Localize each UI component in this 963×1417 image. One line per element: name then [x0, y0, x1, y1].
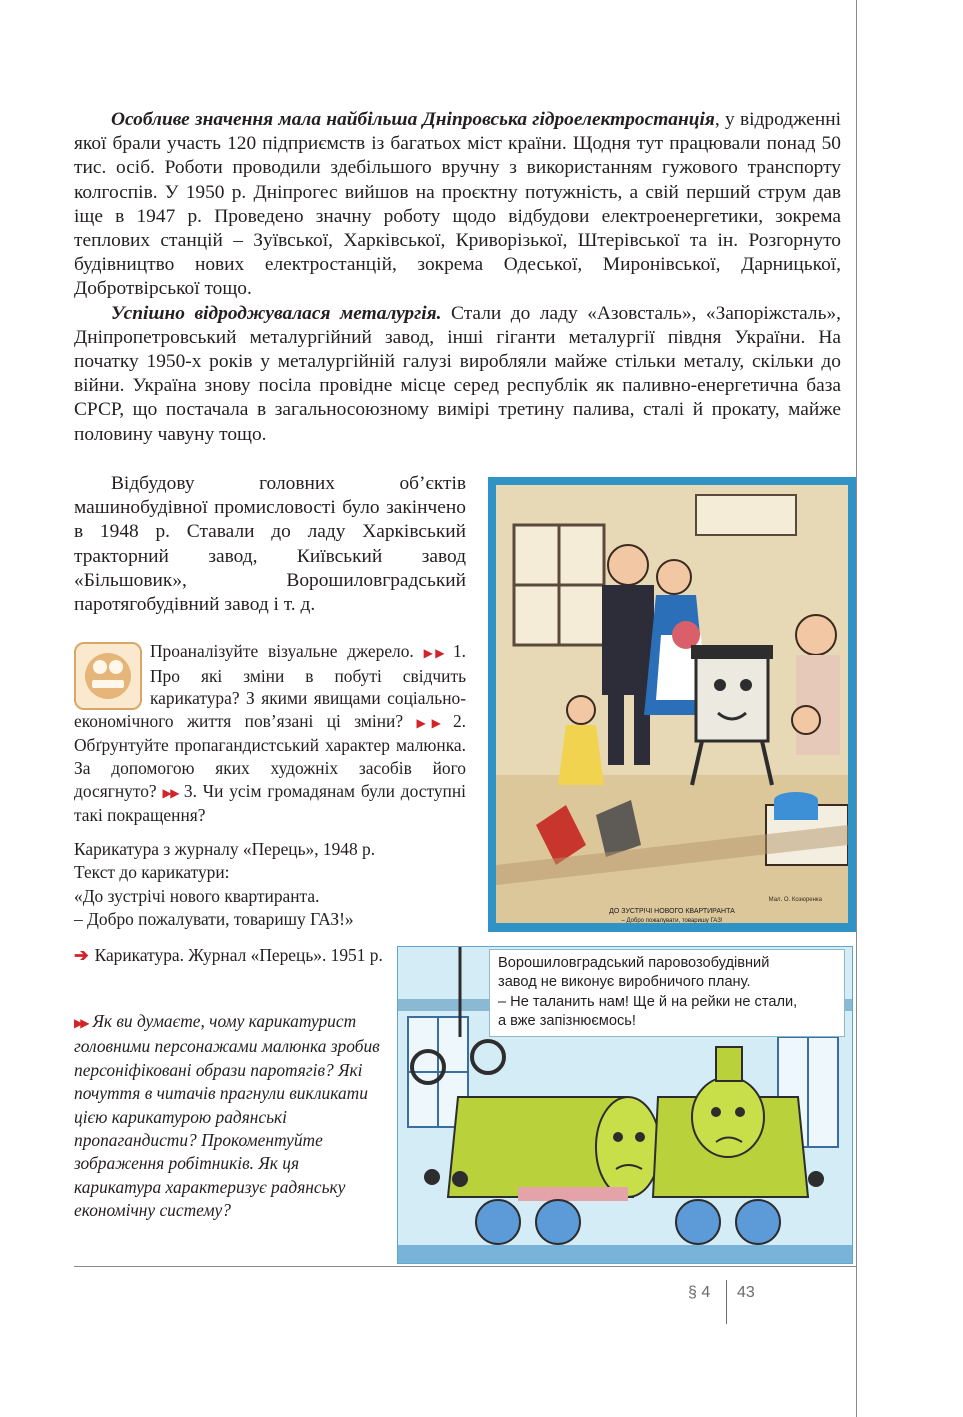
task-question-1: 1. Про які зміни в побуті свідчить карикатура? З якими явищами соціально-економічного життя пов’язані ці зміни? — [74, 641, 466, 731]
right-arrow-icon: ➔ — [74, 945, 89, 965]
cartoon-1-inner-caption: ДО ЗУСТРІЧІ НОВОГО КВАРТИРАНТА — [609, 908, 735, 915]
double-arrow-icon: ▶▶ — [416, 715, 447, 730]
caption-line-1: Карикатура з журналу «Перець», 1948 р. — [74, 839, 376, 859]
caption-line-4: – Добро пожалувати, товаришу ГАЗ!» — [74, 909, 354, 930]
cartoon-2-question-text: Як ви думаєте, чому карикатурист головними персонажами малюнка зробив персоніфіковані образи паротягів? Які почуття в читачів прагнули викликати цією карикатурою радянські пропагандисти? Прокоментуйте зображення робітників. Як ця карикатура характеризує радянську економічну систему? — [74, 1011, 380, 1221]
main-text — [74, 108, 841, 447]
footer-separator — [726, 1280, 727, 1324]
cartoon-2-caption-box — [489, 949, 845, 1037]
double-arrow-icon: ▶▶ — [162, 785, 178, 800]
paragraph-dniprohes-bold: Особливе значення мала найбільша Дніпровська гідроелектростанція — [111, 109, 715, 130]
paragraph-dniprohes — [74, 108, 841, 302]
caption-line-2: Текст до карикатури: — [74, 862, 230, 883]
cartoon-2-question — [74, 1010, 384, 1223]
cartoon-2-caption-line-4: а вже запізнюємось! — [498, 1013, 636, 1030]
footer-section: § 4 — [688, 1284, 711, 1301]
paragraph-machinery-text: Відбудову головних об’єктів машинобудівної промисловості було закінчено в 1948 р. Ставали до ладу Харківський тракторний завод, Київський завод «Більшовик», Ворошиловградський паротягобудівний завод і т. д. — [74, 473, 466, 616]
page-number: 43 — [737, 1284, 755, 1301]
paragraph-dniprohes-text: , у відродженні якої брали участь 120 підприємств із багатьох міст країни. Щодня тут працювали понад 50 тис. осіб. Роботи проводили здебільшого вручну з використанням гужового транспорту колгоспів. У 1950 р. Дніпрогес вийшов на проєктну потужність, а свій перший струм дав іще в 1947 р. Проведено значну роботу щодо відбудови електроенергетики, зокрема теплових станцій – Зуївської, Харківської, Криворізької, Штерівської та ін. Розгорнуто будівництво нових електростанцій, зокрема Одеської, Миронівської, Дарницької, Добротвірської тощо. — [74, 109, 841, 300]
cartoon-gas-stove-illustration — [496, 485, 848, 923]
cartoon-gas-stove-canvas — [496, 485, 848, 923]
cartoon-2-caption-line-1: Ворошиловградський паровозобудівний — [498, 955, 770, 971]
task-question-3: 3. Чи усім громадянам були доступні такі покращення? — [74, 780, 466, 826]
cartoon-2-caption-line-2: завод не виконує виробничого плану. — [498, 974, 751, 991]
paragraph-machinery — [74, 472, 466, 617]
cartoon-locomotives — [397, 946, 853, 1264]
paragraph-metallurgy-text: Стали до ладу «Азовсталь», «Запоріжсталь», Дніпропетровський металургійний завод, інші гіганти металургії півдня України. На початку 1950-х років у металургійній галузі виробляли майже стільки металу, скільки до війни. Україна знову посіла провідне місце серед республік як паливно-енергетична база СРСР, що постачала в загальносоюзному вимірі третину палива, сталі й прокату, майже половину чавуну тощо. — [74, 302, 841, 445]
task-intro: Проаналізуйте візуальне джерело. — [150, 641, 414, 661]
double-arrow-icon: ▶▶ — [423, 646, 447, 660]
cartoon-1-caption — [74, 838, 474, 932]
task-question-2: 2. Обґрунтуйте пропагандистський характер малюнка. За допомогою яких художніх засобів його досягнуто? — [74, 710, 466, 801]
cartoon-1-inner-subcaption: – Добро пожалувати, товаришу ГАЗ! — [621, 918, 723, 923]
cartoon-gas-stove — [488, 477, 856, 932]
cartoon-2-label — [74, 944, 384, 967]
bottom-rule — [74, 1266, 856, 1267]
paragraph-metallurgy — [74, 302, 841, 447]
caption-line-3: «До зустрічі нового квартиранта. — [74, 885, 320, 906]
double-arrow-icon: ▶▶ — [74, 1016, 87, 1030]
cartoon-1-signature: Мал. О. Козюренка — [768, 897, 822, 903]
analysis-task — [74, 640, 466, 827]
cartoon-2-label-text: Карикатура. Журнал «Перець». 1951 р. — [94, 945, 383, 965]
page-edge-rule — [856, 0, 857, 1417]
paragraph-metallurgy-bold: Успішно відроджувалася металургія. — [111, 302, 442, 324]
cartoon-2-caption-line-3: – Не таланить нам! Ще й на рейки не стали, — [498, 993, 798, 1010]
